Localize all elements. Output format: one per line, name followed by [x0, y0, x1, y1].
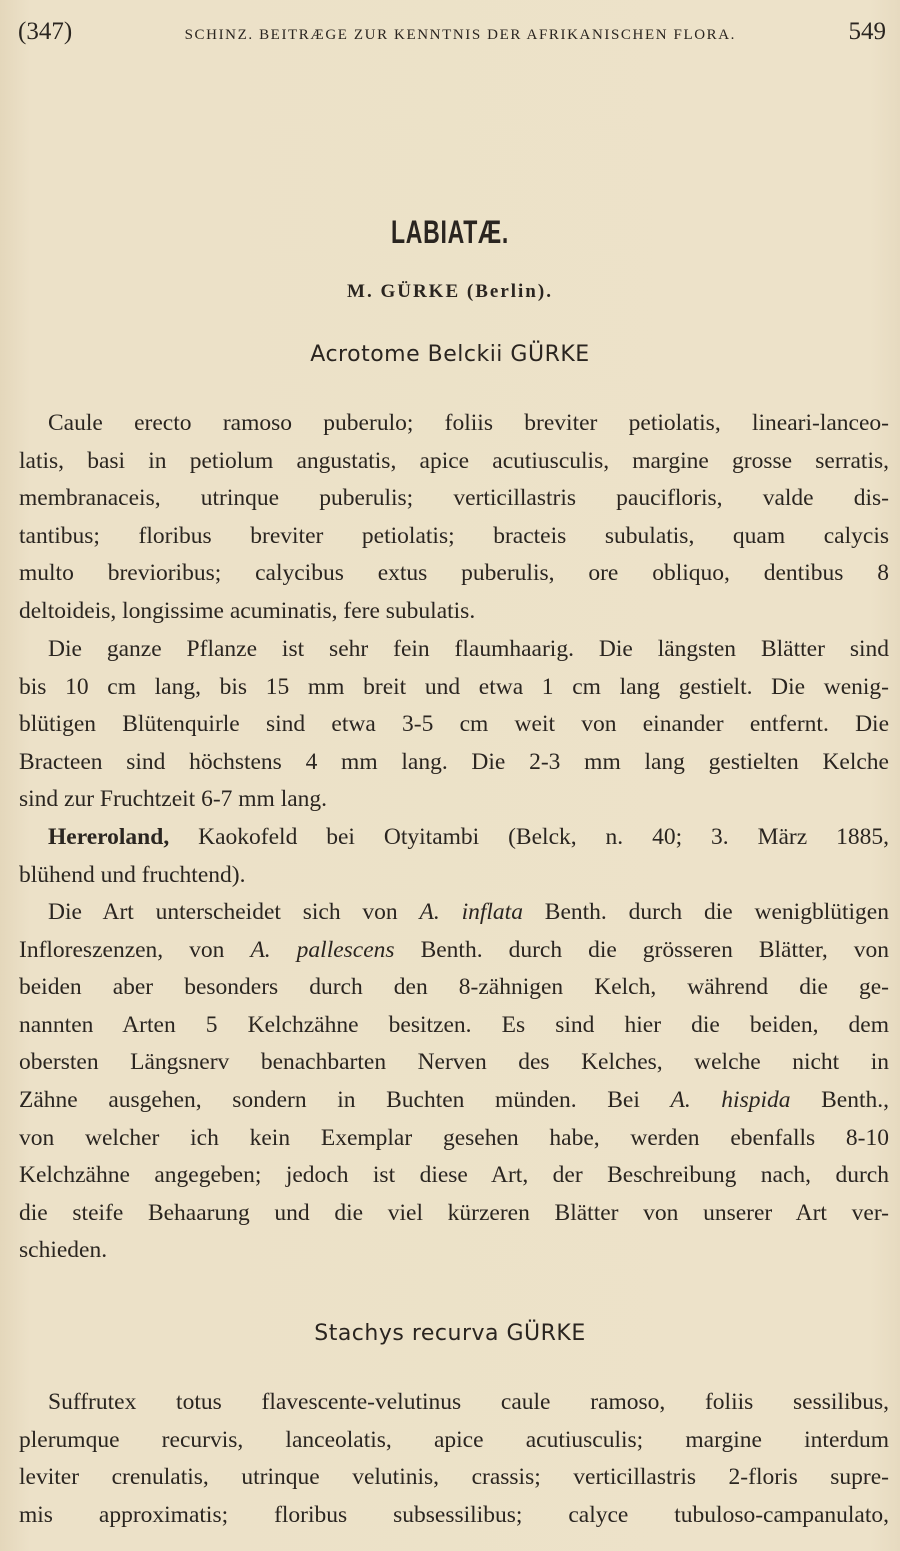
text-line: die steife Behaarung und die viel kürzeren Blätter von unserer Art ver-: [19, 1199, 889, 1226]
latin-diagnosis-stachys: [19, 1384, 889, 1534]
text-line: multo brevioribus; calycibus extus puberulis, ore obliquo, dentibus 8: [19, 560, 889, 587]
german-description-acrotome: [19, 631, 889, 819]
species-name: A. pallescens: [250, 936, 395, 963]
text-span: Benth. durch die wenigblütigen: [522, 899, 889, 925]
text-line: Caule erecto ramoso puberulo; foliis breviter petiolatis, lineari-lanceo-: [48, 410, 889, 436]
species-heading-stachys: Stachys recurva GÜRKE: [314, 1321, 586, 1346]
text-line: Suffrutex totus flavescente-velutinus caule ramoso, foliis sessilibus,: [48, 1389, 889, 1415]
locality-details: Kaokofeld bei Otyitambi (Belck, n. 40; 3. März 1885,: [169, 824, 889, 850]
running-head: [18, 18, 886, 54]
text-line: [19, 819, 889, 857]
text-span: Infloreszenzen, von: [19, 936, 251, 963]
locality-place: Hereroland,: [48, 824, 170, 850]
text-line: mis approximatis; floribus subsessilibus; calyce tubuloso-campanulato,: [19, 1501, 889, 1528]
text-span: Die Art unterscheidet sich von: [48, 899, 420, 925]
species-heading-acrotome: Acrotome Belckii GÜRKE: [310, 342, 590, 367]
text-line: tantibus; floribus breviter petiolatis; bracteis subulatis, quam calycis: [19, 522, 889, 549]
page-number: 549: [848, 18, 886, 45]
running-title: SCHINZ. BEITRÆGE ZUR KENNTNIS DER AFRIKANISCHEN FLORA.: [184, 27, 737, 43]
text-line: [19, 932, 889, 970]
text-line: obersten Längsnerv benachbarten Nerven des Kelches, welche nicht in: [19, 1049, 889, 1076]
species-name: A. inflata: [419, 899, 523, 925]
text-line: blühend und fruchtend).: [19, 861, 246, 888]
text-line: Bracteen sind höchstens 4 mm lang. Die 2-3 mm lang gestielten Kelche: [19, 748, 889, 775]
text-line: deltoideis, longissime acuminatis, fere subulatis.: [19, 597, 476, 624]
text-line: Kelchzähne angegeben; jedoch ist diese Art, der Beschreibung nach, durch: [19, 1162, 889, 1189]
text-line: leviter crenulatis, utrinque velutinis, crassis; verticillastris 2-floris supre-: [19, 1464, 889, 1491]
text-line: blütigen Blütenquirle sind etwa 3-5 cm weit von einander entfernt. Die: [19, 711, 889, 738]
text-line: bis 10 cm lang, bis 15 mm breit und etwa 1 cm lang gestielt. Die wenig-: [19, 673, 889, 700]
author-line: M. GÜRKE (Berlin).: [347, 281, 553, 302]
locality-acrotome: [19, 819, 889, 894]
text-line: membranaceis, utrinque puberulis; verticillastris paucifloris, valde dis-: [19, 485, 889, 512]
text-span: Benth.,: [790, 1086, 889, 1113]
family-heading: LABIATÆ.: [391, 214, 509, 250]
text-line: schieden.: [19, 1237, 108, 1264]
original-page-number: (347): [18, 18, 73, 45]
text-line: beiden aber besonders durch den 8-zähnigen Kelch, während die ge-: [19, 974, 889, 1001]
text-line: latis, basi in petiolum angustatis, apice acutiusculis, margine grosse serratis,: [19, 447, 889, 474]
text-line: plerumque recurvis, lanceolatis, apice acutiusculis; margine interdum: [19, 1426, 889, 1453]
latin-diagnosis-acrotome: [19, 405, 889, 631]
note-acrotome: [19, 894, 889, 1270]
text-line: [19, 894, 889, 932]
text-line: sind zur Fruchtzeit 6-7 mm lang.: [19, 786, 328, 813]
text-span: Benth. durch die grösseren Blätter, von: [394, 936, 889, 963]
text-span: Zähne ausgehen, sondern in Buchten münden. Bei: [19, 1086, 671, 1113]
text-line: [19, 1082, 889, 1120]
text-line: nannten Arten 5 Kelchzähne besitzen. Es sind hier die beiden, dem: [19, 1011, 889, 1038]
species-name: A. hispida: [670, 1086, 791, 1113]
text-line: Die ganze Pflanze ist sehr fein flaumhaarig. Die längsten Blätter sind: [48, 636, 889, 662]
text-line: von welcher ich kein Exemplar gesehen habe, werden ebenfalls 8-10: [19, 1124, 889, 1151]
